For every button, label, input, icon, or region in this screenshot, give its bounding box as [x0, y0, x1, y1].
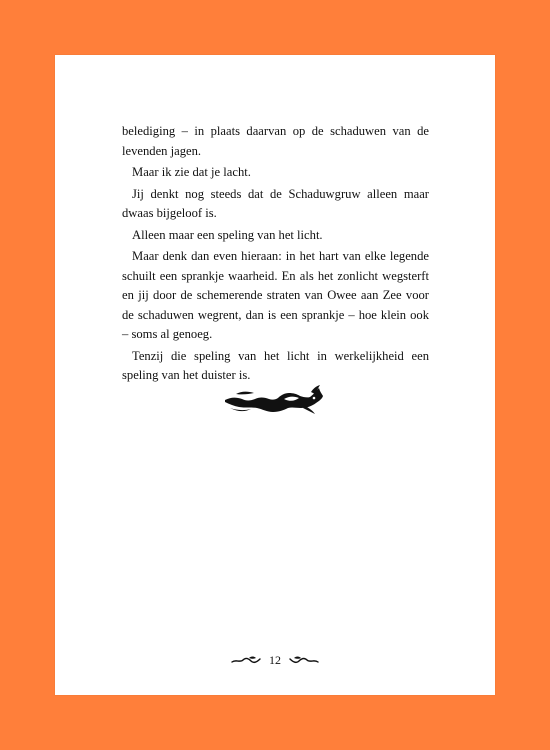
shadow-creature-icon	[223, 381, 328, 415]
paragraph-6: Tenzij die speling van het licht in werkelijkheid een speling van het duister is.	[122, 348, 429, 382]
book-page	[55, 55, 495, 695]
body-text	[122, 122, 429, 386]
left-flourish-icon	[231, 655, 261, 665]
paragraph-5: Maar denk dan even hieraan: in het hart van elke legende schuilt een sprankje waarheid. En als het zonlicht wegsterft en jij door de schemerende straten van Owee aan Zee voor de schaduwen wegrent, dan is een sprankje – hoe klein ook – soms al genoeg.	[122, 249, 429, 341]
page-number: 12	[269, 653, 281, 667]
right-flourish-icon	[289, 655, 319, 665]
page-footer	[225, 652, 325, 668]
paragraph-4: Alleen maar een speling van het licht.	[132, 227, 323, 242]
paragraph-1: belediging – in plaats daarvan op de schaduwen van de levenden jagen.	[122, 124, 429, 158]
paragraph-2: Maar ik zie dat je lacht.	[132, 165, 251, 179]
paragraph-3: Jij denkt nog steeds dat de Schaduwgruw alleen maar dwaas bijgeloof is.	[122, 186, 429, 220]
